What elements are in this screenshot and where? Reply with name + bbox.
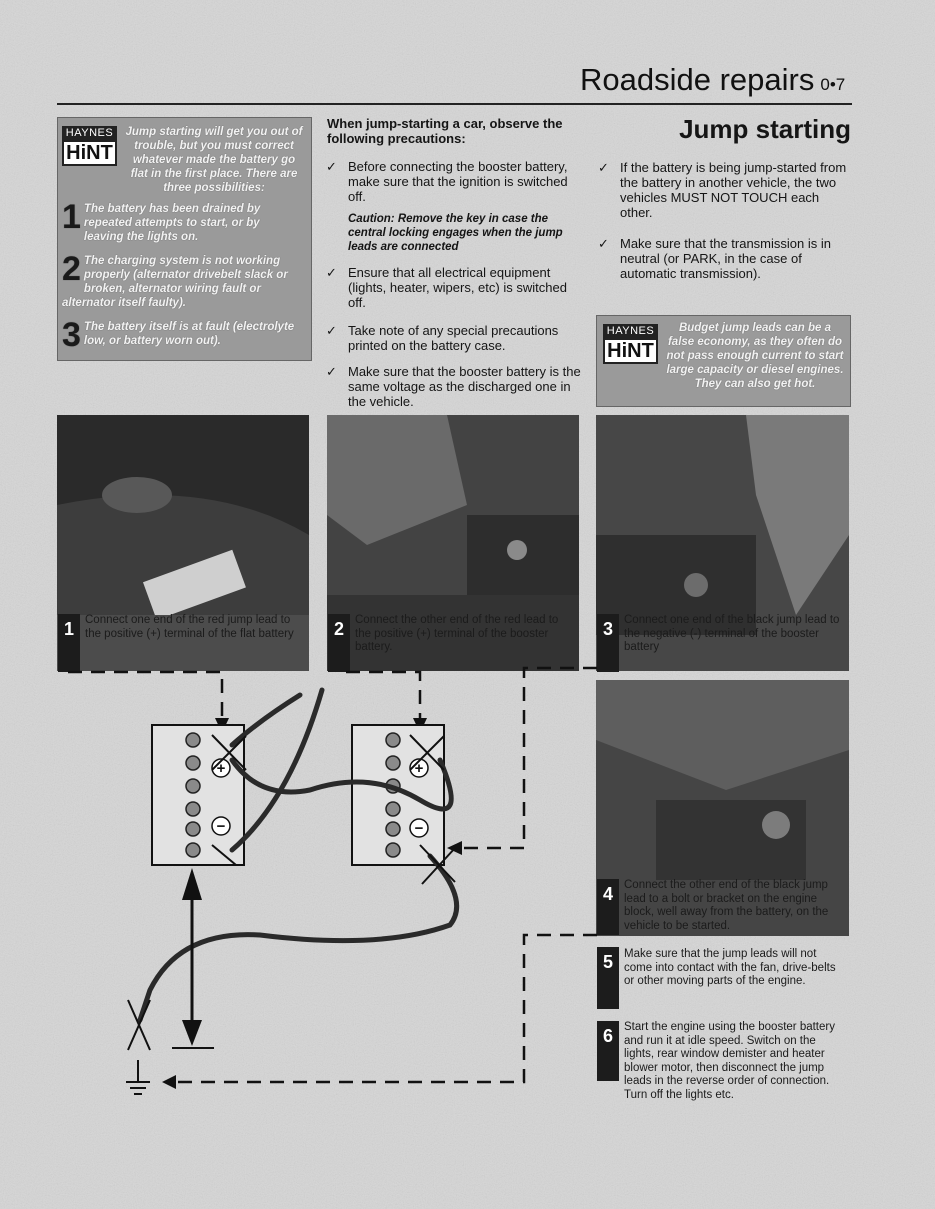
cell-cap bbox=[186, 779, 200, 793]
plus-symbol: + bbox=[216, 760, 226, 777]
caution-note: Caution: Remove the key in case the central locking engages when the jump leads are connected bbox=[348, 213, 563, 253]
precautions-heading: When jump-starting a car, observe the following precautions: bbox=[327, 116, 563, 146]
cell-cap bbox=[386, 756, 400, 770]
reason-number: 2 bbox=[62, 250, 81, 288]
step-number-6: 6 bbox=[597, 1021, 619, 1081]
step-number-3: 3 bbox=[597, 614, 619, 672]
cell-cap bbox=[386, 733, 400, 747]
precaution-text: If the battery is being jump-started from the battery in another vehicle, the two vehicles MUST NOT TOUCH each other. bbox=[620, 160, 847, 220]
reason-number: 3 bbox=[62, 316, 81, 354]
page-number: 0•7 bbox=[820, 75, 846, 94]
clearance-arrow-up bbox=[182, 868, 202, 900]
arrow-head-4 bbox=[162, 1075, 176, 1089]
haynes-label: HAYNES bbox=[62, 126, 117, 140]
step-caption-1: Connect one end of the red jump lead to the positive (+) terminal of the flat battery bbox=[85, 614, 294, 640]
dashed-guide-3 bbox=[458, 668, 597, 848]
precaution-text: Ensure that all electrical equipment (lights, heater, wipers, etc) is switched off. bbox=[348, 265, 567, 310]
cell-cap bbox=[186, 756, 200, 770]
cell-cap bbox=[386, 802, 400, 816]
reason-text: The battery itself is at fault (electrolyte low, or battery worn out). bbox=[83, 321, 295, 347]
section-title: Jump starting bbox=[679, 114, 851, 144]
minus-symbol: − bbox=[216, 818, 226, 835]
reason-number: 1 bbox=[62, 198, 81, 236]
precaution-text: Before connecting the booster battery, make sure that the ignition is switched off. bbox=[348, 159, 568, 204]
booster-battery bbox=[352, 725, 444, 865]
dashed-guide-2 bbox=[346, 672, 420, 722]
black-jump-lead bbox=[140, 856, 457, 1020]
precaution-text: Take note of any special precautions printed on the battery case. bbox=[348, 323, 559, 353]
reason-text: The charging system is not working properly (alternator drivebelt slack or broken, alternator wiring fault or alternator itself faulty). bbox=[62, 255, 288, 309]
hint-intro: Jump starting will get you out of trouble, but you must correct whatever made the battery go flat in the first place. There are three possibilities: bbox=[125, 126, 303, 194]
step-number-1: 1 bbox=[58, 614, 80, 672]
step-caption-2: Connect the other end of the red lead to the positive (+) terminal of the booster battery. bbox=[355, 614, 559, 653]
minus-symbol: − bbox=[414, 820, 424, 837]
jump-clamp bbox=[128, 1000, 150, 1050]
header-title: Roadside repairs bbox=[580, 62, 815, 97]
hint-label: HiNT bbox=[603, 338, 658, 364]
step-caption-4: Connect the other end of the black jump lead to a bolt or bracket on the engine block, well away from the battery, on the vehicle to be started. bbox=[624, 879, 829, 932]
hint-label: HiNT bbox=[62, 140, 117, 166]
plus-symbol: + bbox=[414, 760, 424, 777]
cell-cap bbox=[186, 802, 200, 816]
haynes-label: HAYNES bbox=[603, 324, 658, 338]
tick-icon: ✓ bbox=[326, 265, 337, 280]
tick-icon: ✓ bbox=[326, 159, 337, 174]
cell-cap bbox=[386, 843, 400, 857]
hint-text: Budget jump leads can be a false economy, as they often do not pass enough current to start large capacity or diesel engines. They can also get hot. bbox=[666, 322, 844, 390]
tick-icon: ✓ bbox=[326, 323, 337, 338]
step-number-2: 2 bbox=[328, 614, 350, 672]
dashed-guide-1 bbox=[68, 672, 222, 722]
cell-cap bbox=[386, 822, 400, 836]
tick-icon: ✓ bbox=[598, 160, 609, 175]
precaution-text: Make sure that the booster battery is the same voltage as the discharged one in the vehicle. bbox=[348, 364, 581, 409]
step-number-5: 5 bbox=[597, 947, 619, 1009]
step-caption-3: Connect one end of the black jump lead to the negative (-) terminal of the booster battery bbox=[624, 614, 840, 653]
tick-icon: ✓ bbox=[598, 236, 609, 251]
step-caption-6: Start the engine using the booster battery and run it at idle speed. Switch on the lights, rear window demister and heater blower motor, then disconnect the jump leads in the reverse order of connection. Turn off the lights etc. bbox=[624, 1021, 835, 1101]
cell-cap bbox=[186, 843, 200, 857]
dashed-guide-4 bbox=[172, 935, 597, 1082]
step-caption-5: Make sure that the jump leads will not come into contact with the fan, drive-belts or other moving parts of the engine. bbox=[624, 948, 836, 987]
cell-cap bbox=[186, 822, 200, 836]
clearance-arrow-down bbox=[182, 1020, 202, 1046]
cell-cap bbox=[186, 733, 200, 747]
tick-icon: ✓ bbox=[326, 364, 337, 379]
reason-text: The battery has been drained by repeated attempts to start, or by leaving the lights on. bbox=[83, 203, 261, 243]
red-jump-lead bbox=[232, 695, 300, 745]
precaution-text: Make sure that the transmission is in neutral (or PARK, in the case of automatic transmission). bbox=[620, 236, 831, 281]
step-number-4: 4 bbox=[597, 879, 619, 935]
